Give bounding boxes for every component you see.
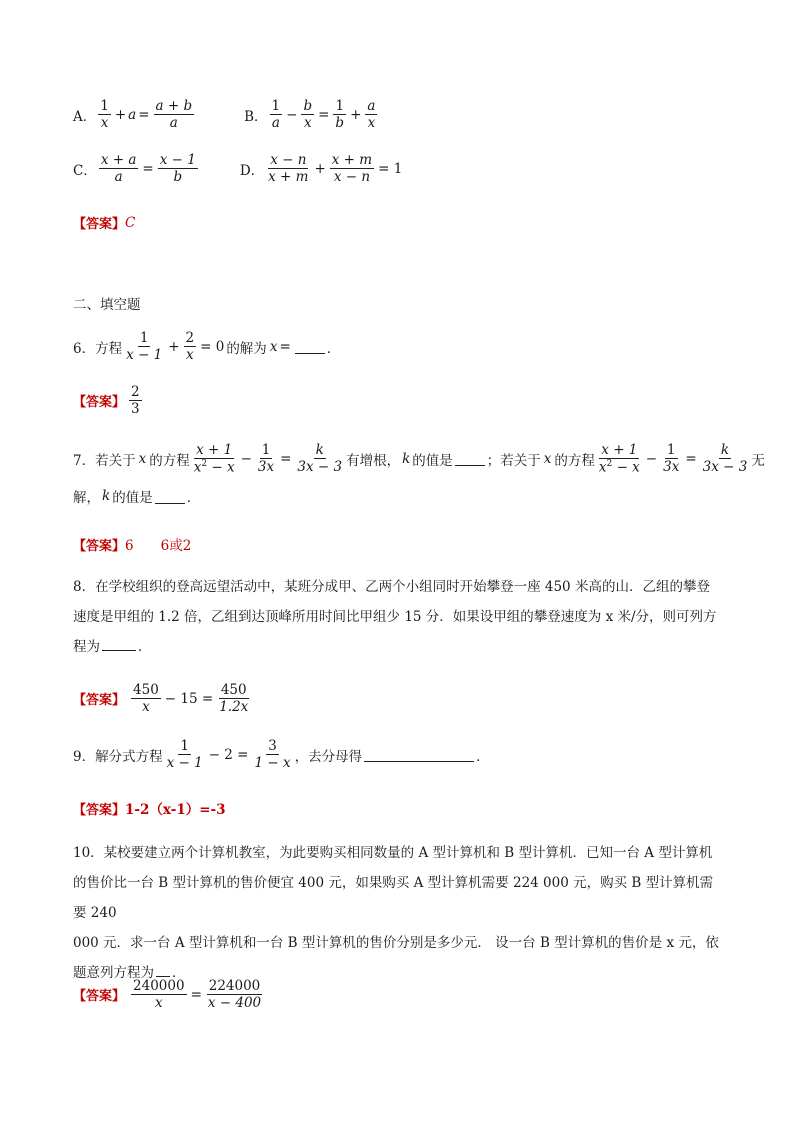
q5-options-row-2: C． $\frac{x + a}{a}$ = $\frac{x - 1}{b}$ D． $\frac{x - n}{x + m}$ + $\frac{x + m}{x - n}$ = 1 — [73, 152, 403, 186]
answer-tag: 【答案】 — [73, 395, 126, 411]
q8-question — [73, 572, 723, 662]
option-d-frac2: $\frac{x + m}{x - n}$ — [331, 152, 373, 186]
option-c-label: C． — [73, 162, 97, 179]
q10-answer: 【答案】 $\frac{240000}{x}$ = $\frac{224000}{x - 400}$ — [73, 978, 262, 1012]
q6-answer-num: 2 — [131, 384, 140, 400]
q8-answer-frac1: $\frac{450}{x}$ — [133, 682, 159, 716]
q10-end: ． — [172, 965, 186, 981]
q7-frac1: $\frac{x + 1}{x^2 - x}$ — [193, 442, 235, 476]
q5-options-row-1: A． $\frac{1}{x}$ + a = $\frac{a + b}{a}$ B． $\frac{1}{a}$ − $\frac{b}{x}$ = $\frac{1}{b}$ + $\frac{a}{x}$ — [73, 98, 376, 132]
answer-tag: 【答案】 — [73, 802, 126, 818]
q7-num: 7．若关于 — [73, 452, 136, 469]
q10-line3: 000 元．求一台 A 型计算机和一台 B 型计算机的售价分别是多少元． 设一台 B 型计算机的售价是 x 元，依 — [73, 935, 719, 951]
q6-end: ． — [326, 340, 341, 357]
q8-blank[interactable] — [102, 636, 136, 651]
q8-answer-frac2: $\frac{450}{1.2x}$ — [219, 682, 249, 716]
answer-value: 1-2（x-1）=-3 — [125, 802, 226, 818]
q7-blank-2[interactable] — [155, 489, 185, 504]
q8-answer: 【答案】 $\frac{450}{x}$ − 15 = $\frac{450}{1.2x}$ — [73, 682, 249, 716]
q8-line1: 8．在学校组织的登高远望活动中，某班分成甲、乙两个小组同时开始攀登一座 450 米高的山．乙组的攀登 — [73, 579, 710, 595]
section-title: 二、填空题 — [73, 297, 141, 313]
q10-blank[interactable] — [156, 962, 170, 977]
option-d-label: D． — [239, 162, 265, 179]
q5-answer — [73, 213, 135, 232]
q8-line2: 速度是甲组的 1.2 倍，乙组到达顶峰所用时间比甲组少 15 分．如果设甲组的攀登速度为 x 米/分，则可列方 — [73, 609, 717, 625]
answer-tag: 【答案】 — [73, 217, 126, 232]
q9-answer — [73, 798, 226, 818]
q9-blank[interactable] — [364, 747, 474, 762]
q7-frac6: $\frac{k}{3x - 3}$ — [702, 442, 748, 476]
q7-line2b: 的值是 — [112, 490, 153, 506]
option-a-frac1: $\frac{1}{x}$ — [100, 98, 109, 132]
answer-value: 6 6或2 — [125, 538, 192, 554]
option-a-label: A． — [73, 108, 97, 125]
q10-answer-frac1: $\frac{240000}{x}$ — [133, 978, 185, 1012]
q7-t3: ；若关于 — [486, 452, 541, 469]
q7-end: ． — [186, 490, 201, 506]
q10-question — [73, 838, 723, 988]
q7-t1: 有增根， — [346, 452, 401, 469]
q7-question-line1: 7．若关于 x 的方程 $\frac{x + 1}{x^2 - x}$ − $\frac{1}{3x}$ = $\frac{k}{3x - 3}$ 有增根， k 的值是 ；若关于 x 的方程 $\frac{x + 1}{x^2 - x}$ − $\frac{1}{3x}$ = $\frac{k}{3x - 3}$ 无 — [73, 442, 765, 476]
option-c-frac2: $\frac{x - 1}{b}$ — [159, 152, 196, 186]
q10-line2: 的售价比一台 B 型计算机的售价便宜 400 元，如果购买 A 型计算机需要 224 000 元，购买 B 型计算机需要 240 — [73, 875, 714, 921]
q7-frac4: $\frac{x + 1}{x^2 - x}$ — [598, 442, 640, 476]
q9-question: 9．解分式方程 $\frac{1}{x - 1}$ − 2 = $\frac{3}{1 - x}$ ，去分母得 ． — [73, 738, 490, 772]
q9-end: ． — [476, 748, 490, 765]
q6-answer-den: 3 — [131, 401, 140, 418]
answer-tag: 【答案】 — [73, 693, 126, 709]
q7-mid1: 的方程 — [149, 452, 190, 469]
q6-question: 6．方程 $\frac{1}{x - 1}$ + $\frac{2}{x}$ = 0 的解为 x = ． — [73, 330, 341, 364]
answer-value: C — [125, 214, 136, 231]
q8-line3 — [73, 632, 723, 662]
answer-tag: 【答案】 — [73, 989, 126, 1005]
q9-tail: ，去分母得 — [294, 748, 363, 765]
option-b-label: B． — [244, 108, 268, 125]
q10-line4-text: 题意列方程为 — [73, 965, 154, 981]
q10-line1: 10．某校要建立两个计算机教室，为此要购买相同数量的 A 型计算机和 B 型计算机．已知一台 A 型计算机 — [73, 845, 713, 861]
q8-line3-text: 程为 — [73, 639, 100, 655]
option-d-frac1: $\frac{x - n}{x + m}$ — [268, 152, 309, 186]
option-b-frac3: $\frac{1}{b}$ — [335, 98, 345, 132]
q7-t2: 的值是 — [412, 452, 453, 469]
q7-frac2: $\frac{1}{3x}$ — [257, 442, 275, 476]
q6-num: 6．方程 — [73, 340, 123, 357]
q6-tail: 的解为 — [226, 340, 267, 357]
q7-answer — [73, 534, 191, 554]
q7-blank-1[interactable] — [455, 451, 485, 466]
option-b-frac1: $\frac{1}{a}$ — [271, 98, 281, 132]
q10-answer-frac2: $\frac{224000}{x - 400}$ — [207, 978, 262, 1012]
option-b-frac4: $\frac{a}{x}$ — [367, 98, 376, 132]
q6-frac2: $\frac{2}{x}$ — [185, 330, 195, 364]
q7-question-line2: 解， k 的值是 ． — [73, 488, 201, 506]
q7-t5: 无 — [751, 452, 765, 469]
q7-t4: 的方程 — [554, 452, 595, 469]
q7-line2a: 解， — [73, 490, 100, 506]
q6-answer-frac — [129, 384, 142, 417]
q7-frac3: $\frac{k}{3x - 3}$ — [297, 442, 343, 476]
q9-frac2: $\frac{3}{1 - x}$ — [254, 738, 291, 772]
answer-tag: 【答案】 — [73, 538, 126, 554]
option-a-frac2: $\frac{a + b}{a}$ — [155, 98, 193, 132]
q6-frac1: $\frac{1}{x - 1}$ — [126, 330, 163, 364]
q9-frac1: $\frac{1}{x - 1}$ — [166, 738, 203, 772]
option-b-frac2: $\frac{b}{x}$ — [303, 98, 313, 132]
q7-frac5: $\frac{1}{3x}$ — [663, 442, 680, 476]
q6-blank[interactable] — [295, 339, 325, 354]
q9-num: 9．解分式方程 — [73, 748, 163, 765]
q6-answer — [73, 384, 144, 417]
q7-var: x — [138, 450, 147, 467]
option-c-frac1: $\frac{x + a}{a}$ — [100, 152, 137, 186]
q8-end: ． — [138, 639, 152, 655]
